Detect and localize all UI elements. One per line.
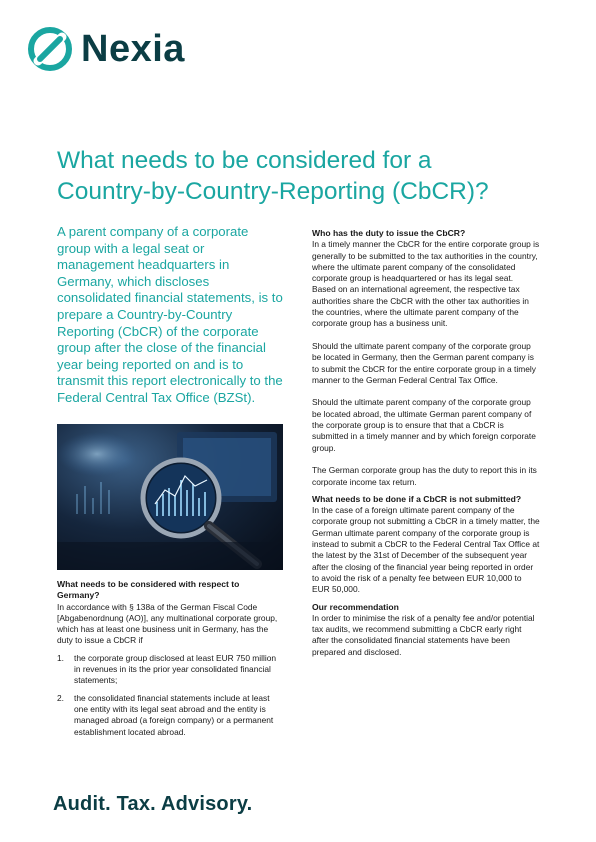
list-item-number: 1.: [57, 652, 64, 663]
intro-paragraph: A parent company of a corporate group with a legal seat or management headquarters in Germany, which discloses consolidated financial statements, is to prepare a Country-by-Country Reporting (CbCR) of the corporate group after the close of the financial year being reported on and is to transmit this report electronically to the Federal Central Tax Office (BZSt).: [57, 224, 283, 405]
germany-body-text: In accordance with § 138a of the German Fiscal Code [Abgabenordnung (AO)], any multinational corporate group, which has at least one business unit in Germany, has the duty to issue a CbCR if: [57, 601, 278, 646]
title-line-1: What needs to be considered for a: [57, 147, 432, 174]
list-item-number: 2.: [57, 692, 64, 703]
footer-tagline: Audit. Tax. Advisory.: [53, 793, 253, 815]
section-heading-germany: What needs to be considered with respect to Germany?: [57, 579, 240, 601]
magnifier-chart-image-icon: [57, 424, 283, 570]
nexia-logo: [27, 26, 185, 72]
duty-paragraph-3: Should the ultimate parent company of the corporate group be located in Germany, then the German parent company is to submit the CbCR for the entire corporate group in a timely manner to the German Federal Central Tax Office.: [312, 340, 536, 385]
list-item-text: the consolidated financial statements include at least one entity with its legal seat abroad and the entity is managed abroad (a foreign company) or a permanent establishment located abroad.: [74, 692, 274, 737]
duty-paragraph-2: Based on an international agreement, the respective tax authorities share the CbCR with the other tax authorities in the countries, where the ultimate parent company of the corporate group has a business unit.: [312, 284, 529, 329]
not-submitted-paragraph: In the case of a foreign ultimate parent company of the corporate group not submitting a CbCR in a timely matter, the German ultimate parent company of the corporate group is instead to submit a CbCR to the Federal Central Tax Office at the latest by the 31st of December of the subsequent year after the closing of the financial year being reported in order to avoid the risk of a penalty fee between EUR 10,000 to EUR 50,000.: [312, 505, 540, 595]
page-title: [57, 145, 557, 207]
section-heading-duty: Who has the duty to issue the CbCR?: [312, 228, 466, 238]
section-heading-not-submitted: What needs to be done if a CbCR is not submitted?: [312, 493, 522, 504]
germany-requirements-section: [57, 579, 283, 744]
logo-wordmark: Nexia: [81, 28, 185, 70]
nexia-logo-mark-icon: [27, 26, 75, 72]
duty-paragraph-5: The German corporate group has the duty to report this in its corporate income tax return.: [312, 465, 537, 487]
requirements-list: [57, 653, 283, 738]
magnifying-glass-photo: [57, 424, 283, 570]
list-item-text: the corporate group disclosed at least EUR 750 million in revenues in its the prior year consolidated financial statements;: [74, 652, 277, 686]
list-item: [57, 653, 283, 687]
recommendation-paragraph: In order to minimise the risk of a penalty fee and/or potential tax audits, we recommend submitting a CbCR early right after the consolidated financial statements have been prepared and disclosed.: [312, 612, 535, 657]
right-column: [312, 228, 540, 658]
list-item: [57, 693, 283, 738]
title-line-2: Country-by-Country-Reporting (CbCR)?: [57, 178, 489, 205]
duty-paragraph-1: In a timely manner the CbCR for the entire corporate group is generally to be submitted to the tax authorities in the country, where the ultimate parent company of the consolidated corporate group is headquartered or has its legal seat.: [312, 239, 540, 284]
section-heading-recommendation: Our recommendation: [312, 601, 399, 612]
duty-paragraph-4: Should the ultimate parent company of the corporate group be located abroad, the ultimate German parent company of the corporate group is to ensure that that a CbCR is submitted in a timely manner and by which foreign corporate group.: [312, 397, 536, 453]
